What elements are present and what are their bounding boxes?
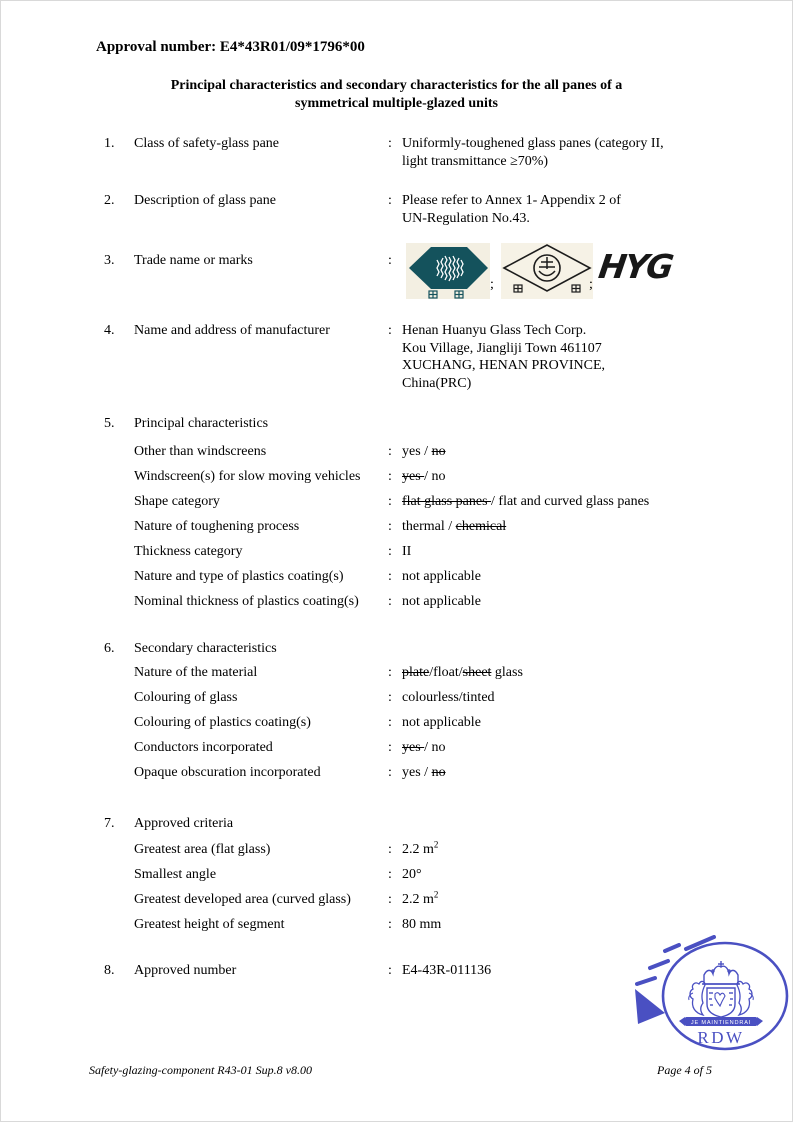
crown-icon (702, 961, 740, 984)
row-plastics-coating-thickness (134, 593, 481, 611)
lion-right-icon (737, 981, 753, 1015)
row-shape-category (134, 493, 649, 511)
value-segment-struck: chemical (455, 519, 507, 534)
value-segment: / flat and curved glass panes (491, 494, 650, 509)
colon: : (388, 469, 392, 484)
value-segment: 80 mm (402, 917, 442, 932)
item-number: 5. (104, 416, 115, 431)
address-line: XUCHANG, HENAN PROVINCE, (402, 358, 605, 373)
row-value (402, 841, 438, 859)
colon: : (388, 842, 392, 857)
item-number: 2. (104, 193, 115, 208)
item-trade-marks (104, 252, 402, 270)
item-value: E4-43R-011136 (402, 963, 492, 978)
item-approved-criteria (104, 815, 402, 833)
item-principal-characteristics (104, 415, 402, 433)
item-label: Name and address of manufacturer (134, 323, 330, 338)
item-description (104, 192, 621, 227)
colon: : (388, 917, 392, 932)
page-title (1, 77, 792, 112)
row-value (402, 543, 411, 561)
row-value (402, 689, 495, 707)
value-segment: yes / (402, 765, 432, 780)
row-label: Thickness category (134, 544, 243, 559)
colon: : (388, 594, 392, 609)
item-number: 8. (104, 963, 115, 978)
logo-separator: ; (589, 277, 593, 292)
row-nature-of-material (134, 664, 523, 682)
value-segment: colourless/tinted (402, 690, 495, 705)
row-colouring-plastics-coating (134, 714, 481, 732)
value-segment-struck: sheet (462, 665, 492, 680)
colon: : (388, 544, 392, 559)
row-label: Nature of toughening process (134, 519, 300, 534)
value-segment: thermal / (402, 519, 456, 534)
row-thickness-category (134, 543, 411, 561)
section-heading: Secondary characteristics (134, 641, 277, 656)
item-label: Description of glass pane (134, 193, 276, 208)
value-superscript: 2 (433, 839, 439, 850)
stamp-motto-text: JE MAINTIENDRAI (690, 1020, 752, 1026)
colon: : (388, 665, 392, 680)
value-segment: /float/ (429, 665, 463, 680)
item-secondary-characteristics (104, 640, 402, 658)
row-label: Nature and type of plastics coating(s) (134, 569, 344, 584)
row-greatest-developed-area (134, 891, 438, 909)
row-value (402, 443, 446, 461)
hyg-wordmark: HYG (596, 247, 675, 286)
row-label: Opaque obscuration incorporated (134, 765, 321, 780)
value-segment: / no (424, 740, 446, 755)
colon: : (388, 765, 392, 780)
row-plastics-coating-type (134, 568, 481, 586)
item-value (402, 322, 605, 392)
colon: : (388, 569, 392, 584)
row-label: Greatest developed area (curved glass) (134, 892, 351, 907)
item-value (402, 135, 664, 170)
colon: : (388, 963, 392, 978)
item-number: 4. (104, 323, 115, 338)
value-segment: yes / (402, 444, 432, 459)
footer-page-number: Page 4 of 5 (657, 1063, 712, 1077)
row-opaque-obscuration (134, 764, 446, 782)
lion-left-icon (689, 981, 705, 1015)
item-number: 7. (104, 816, 115, 831)
item-number: 1. (104, 136, 115, 151)
colon: : (388, 193, 392, 208)
item-number: 3. (104, 253, 115, 268)
title-line-1: Principal characteristics and secondary characteristics for the all panes of a (170, 78, 623, 93)
logo-separator: ; (490, 277, 494, 292)
stamp-ink-streaks (637, 937, 714, 984)
value-segment-struck: yes (402, 740, 425, 755)
row-label: Conductors incorporated (134, 740, 273, 755)
colon: : (388, 494, 392, 509)
item-class-of-pane (104, 135, 664, 170)
address-line: China(PRC) (402, 375, 472, 391)
row-value (402, 714, 481, 732)
row-label: Windscreen(s) for slow moving vehicles (134, 469, 361, 484)
value-segment: not applicable (402, 594, 481, 609)
row-label: Other than windscreens (134, 444, 267, 459)
value-segment: II (402, 544, 412, 559)
value-segment: 20° (402, 867, 422, 882)
row-value (402, 916, 441, 934)
item-manufacturer (104, 322, 605, 392)
row-label: Colouring of glass (134, 690, 238, 705)
row-colouring-of-glass (134, 689, 495, 707)
colon: : (388, 892, 392, 907)
row-toughening-process (134, 518, 506, 536)
colon: : (388, 136, 392, 151)
colon: : (388, 444, 392, 459)
approval-number: Approval number: E4*43R01/09*1796*00 (96, 39, 365, 55)
address-line: Kou Village, Jiangliji Town 461107 (402, 340, 602, 356)
row-value (402, 891, 438, 909)
row-value (402, 664, 523, 682)
row-value (402, 493, 649, 511)
row-windscreens-slow-vehicles (134, 468, 446, 486)
value-segment: glass (491, 665, 523, 680)
row-label: Nature of the material (134, 665, 258, 680)
value-line: Please refer to Annex 1- Appendix 2 of (402, 193, 621, 208)
title-line-2: symmetrical multiple-glazed units (295, 95, 498, 111)
diamond-trademark-icon (501, 243, 593, 299)
row-value (402, 866, 422, 884)
row-label: Greatest height of segment (134, 917, 285, 932)
row-label: Shape category (134, 494, 220, 509)
item-label: Class of safety-glass pane (134, 136, 280, 151)
value-segment: 2.2 m (402, 892, 434, 907)
address-line: Henan Huanyu Glass Tech Corp. (402, 323, 587, 338)
row-smallest-angle (134, 866, 422, 884)
row-label: Greatest area (flat glass) (134, 842, 271, 857)
rdw-stamp (619, 927, 793, 1061)
item-label: Approved number (134, 963, 237, 978)
value-line: light transmittance ≥70%) (402, 153, 549, 169)
value-segment-struck: yes (402, 469, 425, 484)
item-number: 6. (104, 641, 115, 656)
value-segment: not applicable (402, 715, 481, 730)
value-segment: not applicable (402, 569, 481, 584)
value-segment-struck: plate (402, 665, 430, 680)
colon: : (388, 715, 392, 730)
item-label: Trade name or marks (134, 253, 253, 268)
row-value (402, 739, 446, 757)
row-value (402, 468, 446, 486)
item-approved-number (104, 962, 491, 980)
row-value (402, 568, 481, 586)
row-label: Smallest angle (134, 867, 217, 882)
section-heading: Approved criteria (134, 816, 234, 831)
colon: : (388, 690, 392, 705)
stamp-org-text: RDW (697, 1028, 745, 1047)
row-value (402, 518, 506, 536)
section-heading: Principal characteristics (134, 416, 269, 431)
value-line: UN-Regulation No.43. (402, 210, 530, 226)
stamp-ink-blot (635, 989, 665, 1024)
row-label: Colouring of plastics coating(s) (134, 715, 311, 730)
row-value (402, 593, 481, 611)
row-value (402, 764, 446, 782)
colon: : (388, 867, 392, 882)
row-other-than-windscreens (134, 443, 446, 461)
colon: : (388, 253, 392, 268)
hexagon-trademark-icon (406, 243, 490, 299)
item-value (402, 192, 621, 227)
shield-icon (707, 988, 735, 1017)
value-segment-struck: no (431, 444, 446, 459)
value-segment: / no (424, 469, 446, 484)
footer-document-reference: Safety-glazing-component R43-01 Sup.8 v8.00 (89, 1063, 312, 1077)
row-greatest-segment-height (134, 916, 441, 934)
value-segment-struck: flat glass panes (402, 494, 492, 509)
colon: : (388, 740, 392, 755)
value-segment-struck: no (431, 765, 446, 780)
row-conductors-incorporated (134, 739, 446, 757)
row-label: Nominal thickness of plastics coating(s) (134, 594, 359, 609)
value-line: Uniformly-toughened glass panes (category II, (402, 136, 664, 151)
colon: : (388, 519, 392, 534)
colon: : (388, 323, 392, 338)
value-segment: 2.2 m (402, 842, 434, 857)
row-greatest-area-flat (134, 841, 438, 859)
value-superscript: 2 (433, 889, 439, 900)
